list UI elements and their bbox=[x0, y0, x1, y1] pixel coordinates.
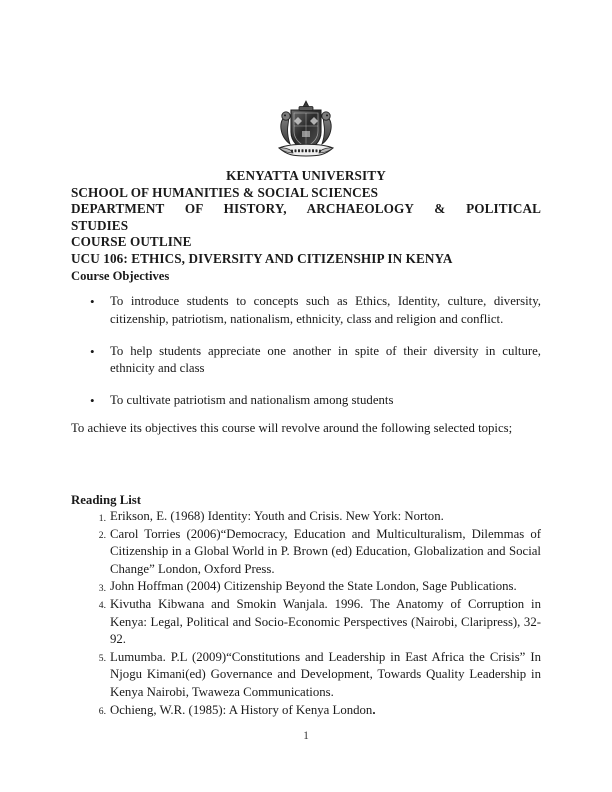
school-heading: SCHOOL OF HUMANITIES & SOCIAL SCIENCES bbox=[71, 184, 379, 200]
list-item bbox=[71, 293, 541, 328]
list-item bbox=[71, 702, 541, 720]
reference-text: Kivutha Kibwana and Smokin Wanjala. 1996. The Anatomy of Corruption in Kenya: Legal, Political and Socio-Economic Perspectives (Nairobi, Claripress), 32-92. bbox=[110, 596, 541, 647]
reading-list-heading: Reading List bbox=[71, 493, 142, 507]
reference-text: Erikson, E. (1968) Identity: Youth and Crisis. New York: Norton. bbox=[110, 509, 444, 523]
list-number: 5. bbox=[98, 653, 106, 665]
objective-text: To introduce students to concepts such as Ethics, Identity, culture, diversity, citizenship, patriotism, nationalism, ethnicity, class and religion and conflict. bbox=[110, 293, 541, 326]
objective-text: To help students appreciate one another in spite of their diversity in culture, ethnicity and class bbox=[110, 343, 541, 376]
list-item bbox=[71, 392, 541, 410]
list-number: 1. bbox=[98, 512, 106, 524]
department-heading-continued: STUDIES bbox=[71, 217, 129, 233]
course-objectives-list bbox=[71, 293, 541, 410]
course-objectives-heading: Course Objectives bbox=[71, 268, 170, 283]
bullet-icon: • bbox=[90, 293, 95, 309]
list-item bbox=[71, 578, 541, 596]
reference-trailing: . bbox=[372, 702, 376, 717]
university-heading: KENYATTA UNIVERSITY bbox=[226, 168, 386, 183]
reading-list-section bbox=[71, 492, 541, 719]
bullet-icon: • bbox=[90, 343, 95, 359]
list-number: 2. bbox=[98, 530, 106, 542]
bullet-icon: • bbox=[90, 393, 95, 409]
body-paragraph: To achieve its objectives this course will revolve around the following selected topics; bbox=[71, 420, 513, 435]
document-body bbox=[71, 168, 541, 438]
objective-text: To cultivate patriotism and nationalism among students bbox=[110, 393, 394, 408]
reading-list bbox=[71, 508, 541, 719]
list-item bbox=[71, 526, 541, 579]
list-item bbox=[71, 508, 541, 526]
list-item bbox=[71, 596, 541, 649]
list-number: 6. bbox=[98, 706, 106, 718]
reference-text: Lumumba. P.L (2009)“Constitutions and Leadership in East Africa the Crisis” In Njogu Kimani(ed) Governance and Development, Towards Quality Leadership in Kenya Nairobi, Twaweza Communications. bbox=[110, 649, 541, 699]
crest-container bbox=[0, 98, 612, 167]
list-number: 3. bbox=[98, 582, 106, 594]
reference-text: John Hoffman (2004) Citizenship Beyond the State London, Sage Publications. bbox=[110, 579, 517, 594]
list-number: 4. bbox=[98, 600, 106, 612]
reference-text: Ochieng, W.R. (1985): A History of Kenya London bbox=[110, 702, 373, 717]
list-item bbox=[71, 649, 541, 702]
list-item bbox=[71, 343, 541, 378]
course-outline-heading: COURSE OUTLINE bbox=[71, 234, 192, 250]
kenyatta-university-crest-icon bbox=[275, 98, 337, 162]
course-code-title-heading: UCU 106: ETHICS, DIVERSITY AND CITIZENSHIP IN KENYA bbox=[71, 250, 453, 266]
department-heading: DEPARTMENT OF HISTORY, ARCHAEOLOGY & POLITICAL bbox=[71, 201, 541, 217]
page-number: 1 bbox=[303, 730, 309, 742]
reference-text: Carol Torries (2006)“Democracy, Education and Multiculturalism, Dilemmas of Citizenship in a Global World in P. Brown (ed) Education, Globalization and Social Change” London, Oxford Press. bbox=[110, 526, 541, 576]
